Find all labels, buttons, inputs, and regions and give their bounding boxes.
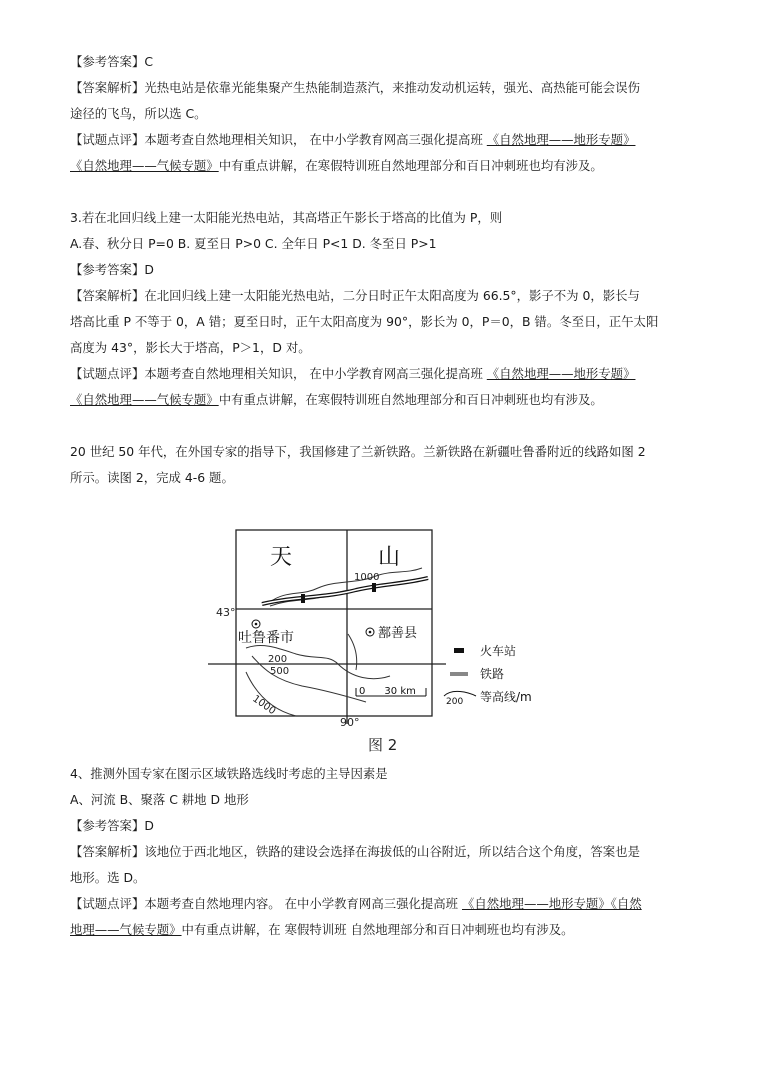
comment-line — [70, 158, 603, 174]
text-run: 【答案解析】该地位于西北地区，铁路的建设会选择在海拔低的山谷附近，所以结合这个角度，答案也是 — [70, 844, 640, 859]
text-run: 【参考答案】C — [70, 54, 153, 69]
text-run: 【试题点评】本题考查自然地理相关知识， 在中小学教育网高三强化提高班 — [70, 366, 487, 381]
comment-line — [70, 922, 574, 938]
text-run: 途径的飞鸟，所以选 C。 — [70, 106, 207, 121]
text-run: A、河流 B、聚落 C 耕地 D 地形 — [70, 792, 249, 807]
city-label-shanshan: 鄯善县 — [378, 626, 418, 641]
mountain-char-shan: 山 — [378, 545, 401, 570]
text-run: 所示。读图 2，完成 4-6 题。 — [70, 470, 234, 485]
comment-line — [70, 132, 635, 148]
analysis-line — [70, 314, 658, 330]
figure-caption: 图 2 — [368, 736, 398, 754]
city-label-tulufan: 吐鲁番市 — [238, 630, 294, 646]
analysis-line — [70, 106, 207, 122]
course-link-text: 《自然地理——地形专题》 — [486, 132, 636, 147]
legend-railway-label: 铁路 — [480, 667, 505, 681]
legend-contour-value: 200 — [446, 697, 464, 707]
answer-line — [70, 818, 154, 834]
text-run: 中有重点讲解，在 寒假特训班 自然地理部分和百日冲刺班也均有涉及。 — [181, 922, 574, 937]
legend-contour-symbol — [444, 691, 476, 696]
text-run: 高度为 43°，影长大于塔高，P＞1，D 对。 — [70, 340, 311, 355]
shanshan-dot — [369, 631, 372, 634]
contour-label-1000-top: 1000 — [354, 572, 380, 583]
text-run: 【答案解析】在北回归线上建一太阳能光热电站，二分日时正午太阳高度为 66.5°，影子不为 0，影长与 — [70, 288, 640, 303]
map-legend — [444, 643, 532, 707]
text-run: 中有重点讲解，在寒假特训班自然地理部分和百日冲刺班也均有涉及。 — [218, 158, 603, 173]
analysis-line — [70, 80, 640, 96]
mountain-char-tian: 天 — [270, 545, 293, 570]
course-link-text: 《自然地理——地形专题》 — [486, 366, 636, 381]
legend-station-label: 火车站 — [480, 644, 517, 658]
text-run: 【答案解析】光热电站是依靠光能集聚产生热能制造蒸汽，来推动发动机运转，强光、高热能可能会误伤 — [70, 80, 640, 95]
question-options — [70, 792, 249, 808]
comment-line — [70, 366, 635, 382]
text-run: A.春、秋分日 P=0 B. 夏至日 P>0 C. 全年日 P<1 D. 冬至日 P>1 — [70, 236, 437, 251]
analysis-line — [70, 340, 311, 356]
answer-line — [70, 54, 153, 70]
intro-line — [70, 444, 646, 460]
text-run: 【试题点评】本题考查自然地理内容。 在中小学教育网高三强化提高班 — [70, 896, 462, 911]
text-run: 塔高比重 P 不等于 0，A 错；夏至日时，正午太阳高度为 90°，影长为 0，P＝0，B 错。冬至日，正午太阳 — [70, 314, 659, 329]
contour-label-500: 500 — [270, 666, 290, 677]
legend-contour-label: 等高线/m — [480, 690, 532, 704]
text-run: 地形。选 D。 — [70, 870, 146, 885]
text-run: 【参考答案】D — [70, 818, 154, 833]
scale-bar-label: 0 30 km — [359, 686, 416, 697]
latitude-label: 43° — [216, 606, 236, 619]
question-options — [70, 236, 437, 252]
intro-line — [70, 470, 234, 486]
text-run: 20 世纪 50 年代，在外国专家的指导下，我国修建了兰新铁路。兰新铁路在新疆吐鲁番附近的线路如图 2 — [70, 444, 646, 459]
comment-line — [70, 392, 603, 408]
analysis-line — [70, 870, 145, 886]
text-run: 【试题点评】本题考查自然地理相关知识， 在中小学教育网高三强化提高班 — [70, 132, 487, 147]
comment-line — [70, 896, 642, 912]
contour-label-1000-bottom: 1000 — [250, 693, 278, 718]
train-station-1 — [301, 594, 305, 603]
analysis-line — [70, 288, 640, 304]
legend-station-symbol — [454, 648, 464, 653]
scale-bar — [356, 686, 426, 697]
course-link-text: 《自然地理——气候专题》 — [70, 392, 219, 407]
train-station-2 — [372, 583, 376, 592]
analysis-line — [70, 844, 640, 860]
contour-label-200: 200 — [268, 654, 288, 665]
text-run: 【参考答案】D — [70, 262, 154, 277]
text-run: 3.若在北回归线上建一太阳能光热电站，其高塔正午影长于塔高的比值为 P，则 — [70, 210, 503, 225]
answer-line — [70, 262, 154, 278]
course-link-text: 《自然地理——地形专题》《自然 — [462, 896, 642, 911]
course-link-text: 《自然地理——气候专题》 — [70, 158, 219, 173]
course-link-text: 地理——气候专题》 — [70, 922, 182, 937]
figure-2-map — [206, 524, 546, 756]
question-stem — [70, 210, 502, 226]
tulufan-city-dot — [255, 623, 258, 626]
question-stem — [70, 766, 388, 782]
text-run: 4、推测外国专家在图示区域铁路选线时考虑的主导因素是 — [70, 766, 388, 781]
text-run: 中有重点讲解，在寒假特训班自然地理部分和百日冲刺班也均有涉及。 — [218, 392, 603, 407]
longitude-label: 90° — [340, 716, 360, 729]
